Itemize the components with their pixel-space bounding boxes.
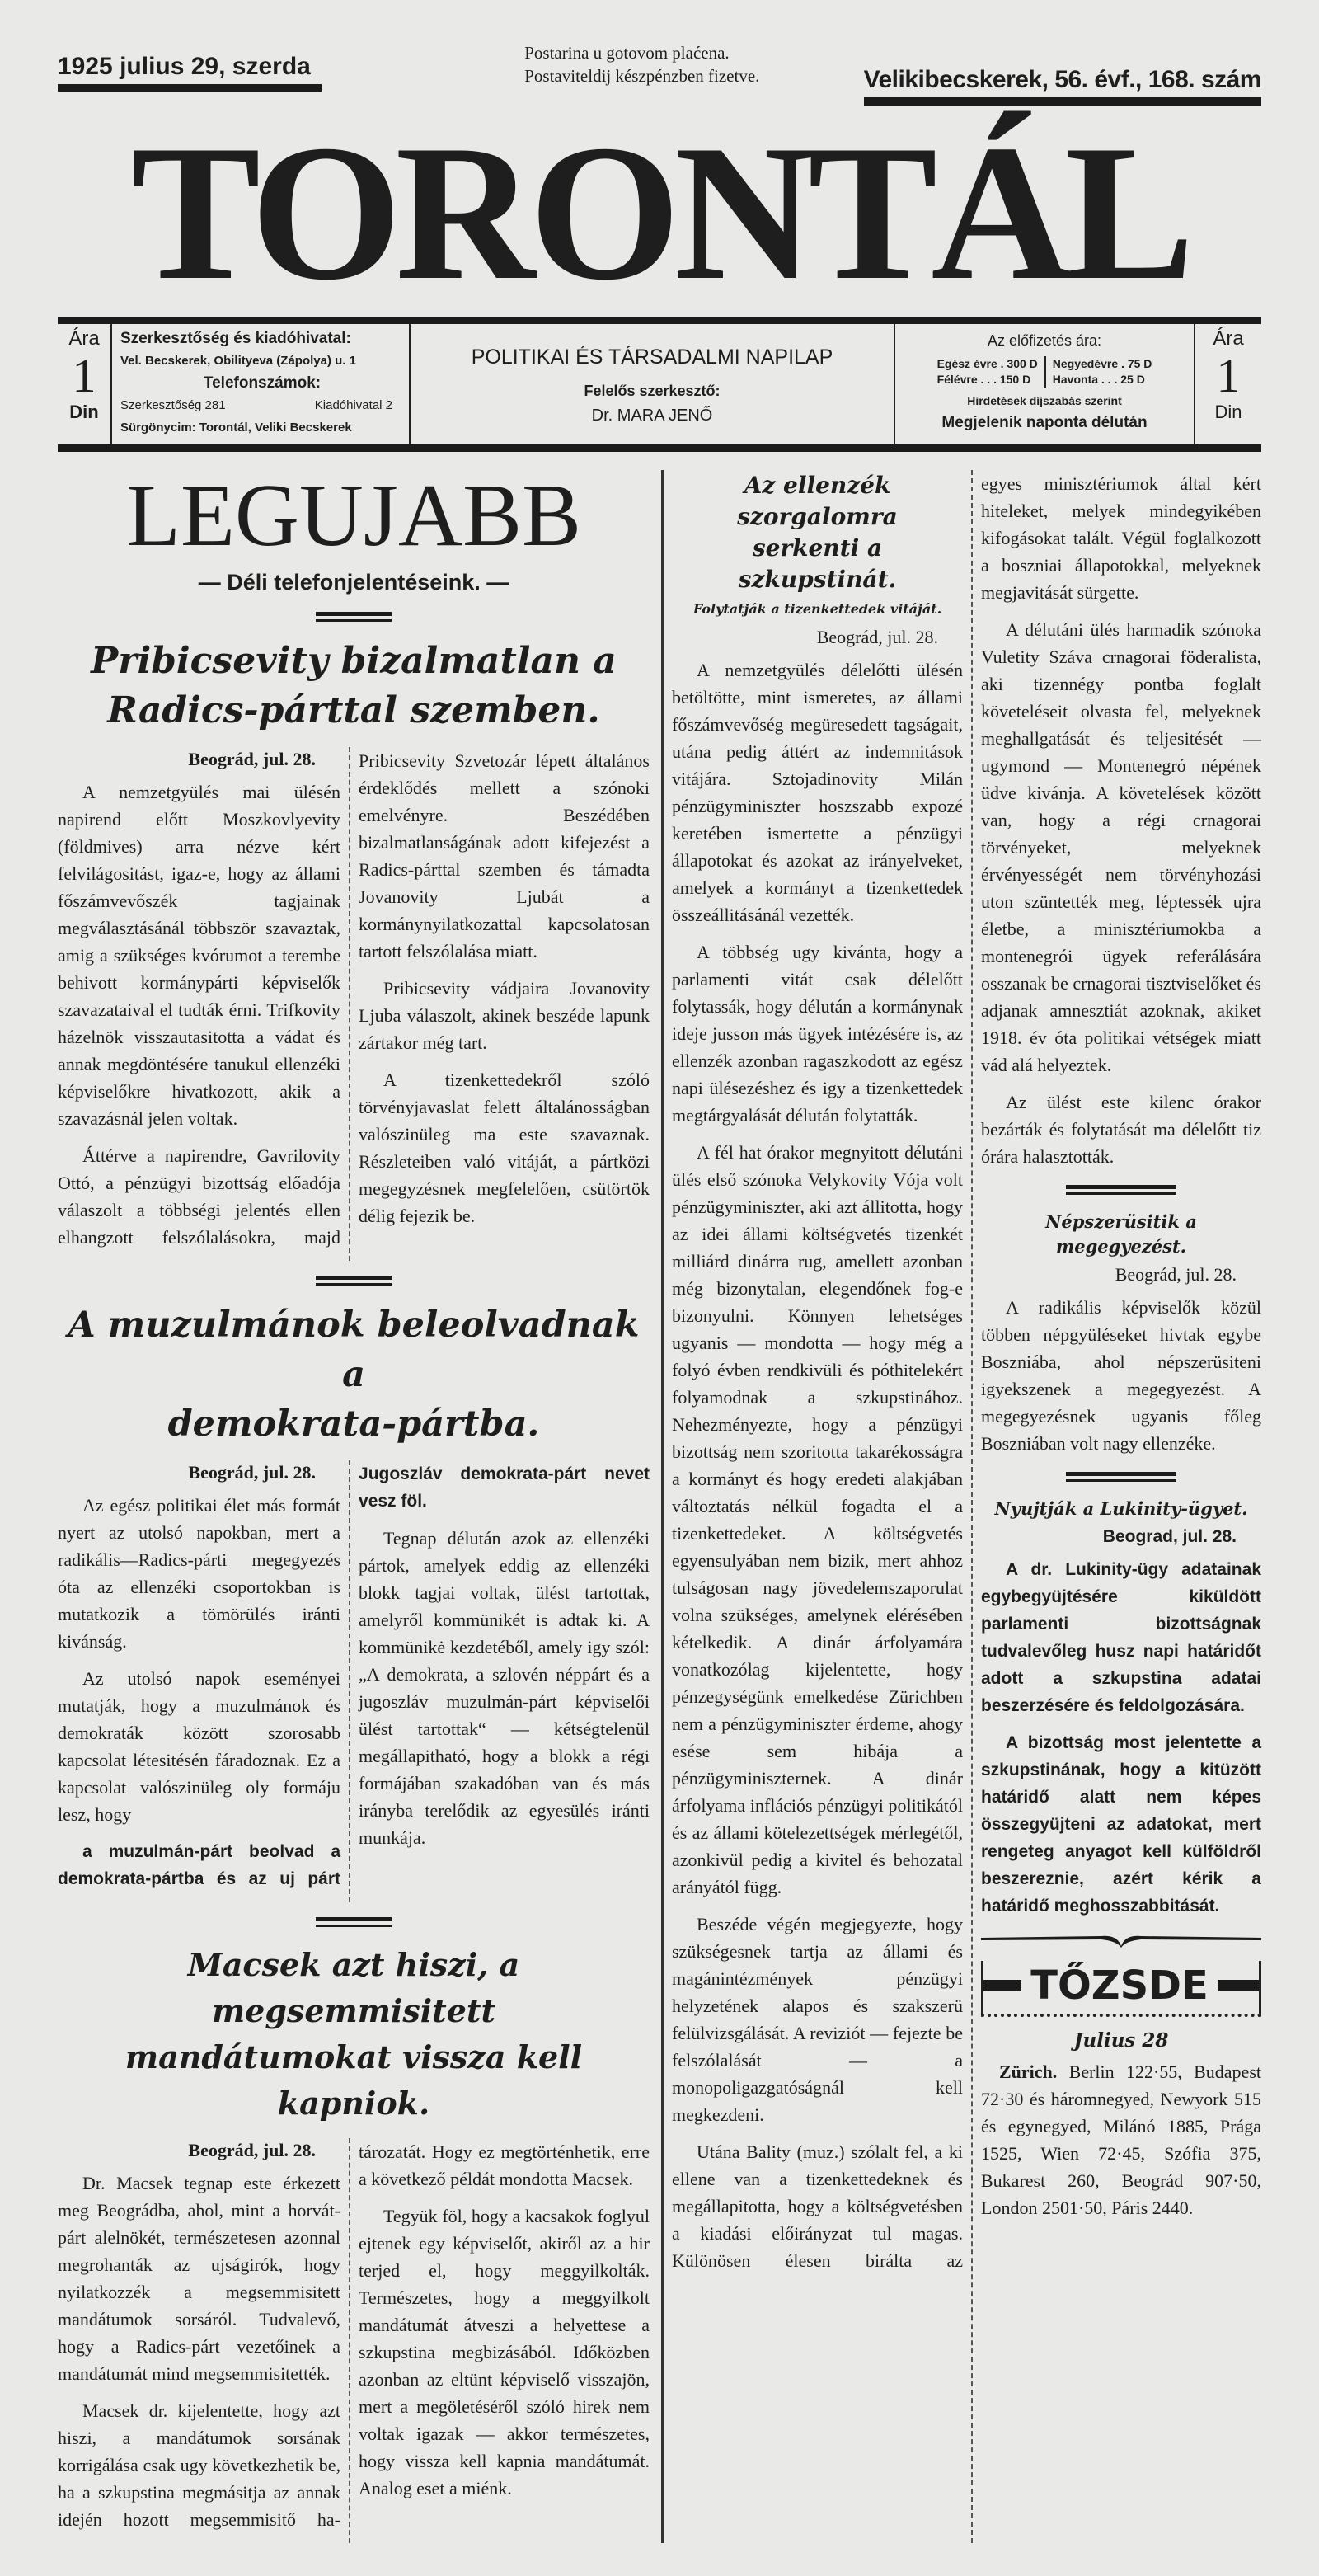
subscription-title: Az előfizetés ára: [987, 332, 1102, 349]
ornament-rule-icon [981, 1933, 1261, 1948]
issue-underline [864, 97, 1261, 106]
price-unit: Din [69, 402, 99, 422]
phone-editorial: Szerkesztőség 281 [120, 398, 226, 412]
exchange-title: TŐZSDE [1030, 1963, 1209, 2009]
office-title: Szerkesztőség és kiadóhivatal: [120, 330, 351, 347]
price-unit: Din [1214, 402, 1242, 422]
price-right [1194, 324, 1261, 444]
article-title [58, 1300, 650, 1449]
main-content [58, 467, 1261, 2543]
banner-bar-left [983, 1980, 1021, 1991]
sub-half: Félévre . . . 150 D [936, 373, 1031, 386]
dateline: Beograd, jul. 28. [1102, 1527, 1237, 1546]
paragraph: Az utolsó napok eseményei mutatják, hogy a muzulmánok és demokraták között szorosabb kapcsolat létesitésén fáradoznak. Ez a kapcsolat valószinüleg oly formáju lesz, hogy [58, 1668, 341, 1825]
price-value: 1 [1216, 349, 1241, 402]
phones-title: Telefonszámok: [203, 374, 322, 392]
top-row [58, 41, 1261, 106]
publish-time: Megjelenik naponta délután [941, 414, 1148, 431]
subscription-right [1046, 356, 1152, 388]
paragraph: Az egész politikai élet más formát nyert az utolsó napokban, mert a radikális—Radics-párti megegyezés óta az ellenzéki csoportokban is mutatkozik a tömörülés iránti kivánság. [58, 1495, 341, 1652]
title-line: serkenti a szkupstinát. [738, 534, 897, 593]
postal-line: Postaviteldij készpénzben fizetve. [524, 66, 760, 86]
issue-block [864, 66, 1261, 106]
article-body [58, 2138, 650, 2543]
paragraph: A nemzetgyülés mai ülésén napirend előtt Moszkovlyevity (földmives) arra nézve kért felvilágositást, igaz-e, hogy az állami főszámvevőszék tagjainak megválasztásánál többször szavaztak, amig a szükséges kvórumot a terembe behivott kormánypárti képviselők szavazataival el tudták érni. Trifkovity házelnök visszautasitotta a vádat és annak megdöntésére tanukul ellenzéki képviselőkre hivatkozott, akik a szavazásnál jelen voltak. [58, 782, 341, 1129]
issue-date: 1925 julius 29, szerda [58, 53, 311, 80]
paper-subtitle-block [409, 324, 894, 444]
title-line: Radics-párttal szemben. [107, 689, 600, 731]
double-rule [1066, 1472, 1176, 1482]
phone-office: Kiadóhivatal 2 [314, 398, 392, 412]
office-address: Vel. Becskerek, Obilityeva (Zápolya) u. 1 [120, 354, 356, 368]
paragraph: A délutáni ülés harmadik szónoka Vuletity Száva crnagorai föderalista, aki tizennégy pontba foglalt követeléseit olvasta fel, melyeknek meghallgatását és teljesitését — ugymond — Montenegró népének üdve kivánja. A követelések között van, hogy a régi crnagorai törvényeket, melyeknek érvényességét nem törvényhozási uton szüntették meg, léptessék ujra életbe, a minisztériumokba a montenegrói ügyek referálására osszanak be crnagorai tisztviselőket és adjanak amnesztiát azoknak, akiket 1918. év óta politikai vétségek miatt vád alá helyeztek. [981, 619, 1261, 1075]
ads-rate: Hirdetések díjszabás szerint [967, 394, 1122, 407]
double-rule [316, 1917, 392, 1927]
paragraph: tározatát. Hogy ez megtörténhetik, erre a következő példát mondotta Macsek. [359, 2141, 650, 2189]
paragraph: Dr. Macsek tegnap este érkezett meg Beográdba, ahol, mint a horvát-párt alelnökét, természetesen azonnal megrohanták az ujságirók, hogy nyilatkozzék a megsemmisitett mandátumok sorsáról. Tudvalevő, hogy a Radics-párt vezetőinek a mandátumát mind megsemmisitették. [58, 2173, 341, 2384]
title-line: demokrata-pártba. [167, 1403, 540, 1445]
date-underline [58, 84, 322, 92]
dateline: Beográd, jul. 28. [1115, 1264, 1237, 1285]
article-column [58, 2138, 340, 2543]
paragraph: egyes minisztériumok által kért hiteleket, melyek mindegyikében kifogásokat talált. Végül foglalkozott a boszniai állapotokkal, melyeknek megjavitását sürgette. [981, 473, 1261, 603]
section-subtitle: — Déli telefonjelentéseink. — [198, 570, 509, 595]
title-line: A muzulmánok beleolvadnak a [68, 1304, 640, 1395]
sub-quarter: Negyedévre . 75 D [1052, 357, 1152, 370]
paragraph: Az ülést este kilenc órakor bezárták és folytatását ma délelőtt tiz órára halasztották. [981, 1092, 1261, 1167]
article-column [349, 747, 650, 1261]
paragraph: Pribicsevity vádjaira Jovanovity Ljuba válaszolt, akinek beszéde lapunk zártakor még tart. [359, 978, 650, 1053]
exchange-banner [981, 1961, 1261, 2017]
article-subtitle: Folytatják a tizenkettedek vitáját. [692, 601, 942, 617]
date-block [58, 53, 322, 92]
dateline: Beográd, jul. 28. [188, 1462, 317, 1483]
article-title [58, 637, 650, 736]
dateline: Beográd, jul. 28. [188, 749, 317, 769]
price-label: Ára [1213, 327, 1244, 350]
paragraph: Pribicsevity Szvetozár lépett általános érdeklődés mellett a szónoki emelvényre. Beszédében bizalmatlanságának adott kifejezést a Radics-párttal szemben és támadta Jovanovity Ljubát a kormánynyilatkozattal kapcsolatosan tartott felszólalása miatt. [359, 750, 650, 961]
paper-subtitle: POLITIKAI ÉS TÁRSADALMI NAPILAP [471, 346, 833, 369]
title-line: Az ellenzék szorgalomra [737, 472, 898, 530]
paragraph-bold: a muzulmán-párt beolvad a demokrata-pártba és az uj párt [58, 1842, 341, 1888]
telegram-address: Sürgönycim: Torontál, Veliki Becskerek [120, 421, 352, 435]
article-column [664, 470, 973, 2543]
postal-line: Postarina u gotovom plaćena. [524, 43, 730, 63]
rates-lead: Zürich. [999, 2061, 1058, 2082]
article-body [58, 1460, 650, 1902]
rates-values: Berlin 122·55, Budapest 72·30 és háromnegyed, Newyork 515 és egynegyed, Milánó 1885, Prága 1525, Wien 72·45, Szófia 375, Bukarest 260, Beográd 907·50, London 2501·50, Páris 2440. [981, 2061, 1261, 2218]
article-column [349, 2138, 650, 2543]
subscription-table [900, 356, 1189, 388]
phones-row [120, 394, 404, 416]
dateline: Beográd, jul. 28. [816, 627, 938, 647]
subscription-left [937, 356, 1046, 388]
editor-label: Felelős szerkesztő: [584, 383, 721, 399]
rates-text [981, 2058, 1261, 2221]
paragraph: A tizenkettedekről szóló törvényjavaslat felett általánosságban valószinüleg ma este szavaznak. Részleteiben való vitáját, a pártközi megegyzésnek megfelelően, csütörtök délig fejezik be. [359, 1069, 650, 1226]
paragraph: Macsek dr. kijelentette, hogy azt hiszi, a mandátumok sorsának korrigálása csak ugy következhetik be, ha a szkupstina megmásitja az annak idején hozott megsemmisitő ha- [58, 2400, 341, 2530]
paragraph: Tegyük föl, hogy a kacsakok foglyul ejtenek egy képviselőt, akiről az a hir terjed el, hogy meggyilkolták. Természetes, hogy a meggyilkolt mandátumát átveszi a helyettese a szkupstina megbizásából. Időközben azonban az eltünt képviselő visszajön, mert a megöletéséről szóló hirek nem voltak igazak — akkor természetes, hogy vissza kell kapnia mandátumát. Analog eset a miénk. [359, 2206, 650, 2498]
newspaper-page [58, 0, 1261, 2576]
paragraph: A bizottság most jelentette a szkupstinának, hogy a kitüzött határidő alatt nem képes összegyüjteni az adatokat, mert rengeteg anyagot kell külföldről beszereznie, azért kérik a határidő meghosszabbitását. [981, 1733, 1261, 1916]
sub-year: Egész évre . 300 D [936, 357, 1038, 370]
banner-bar-right [1218, 1980, 1259, 1991]
paragraph: Beszéde végén megjegyezte, hogy szükségesnek tartja az állami és magánintézmények pénzügyi helyzetének alapos és szakszerü felülvizsgálását. A reviziót — fejezte be felszólalását — a monopoligazgatóságnál kell megkezdeni. [672, 1914, 963, 2125]
title-line: Macsek azt hiszi, a megsemmisitett [187, 1946, 520, 2029]
issue-number: Velikibecskerek, 56. évf., 168. szám [863, 66, 1261, 93]
price-label: Ára [68, 327, 100, 350]
price-value: 1 [72, 349, 96, 402]
section-heading: LEGUJABB [125, 467, 582, 565]
paragraph: A dr. Lukinity-ügy adatainak egybegyüjtésére kiküldött parlamenti bizottságnak tudvalevőleg husz napi határidőt adott a szkupstina adatai beszerzésére és feldolgozására. [981, 1560, 1261, 1715]
article-title: Népszerüsitik a megegyezést. [1045, 1211, 1197, 1257]
article-column [58, 1460, 340, 1902]
article-column [981, 1525, 1261, 1920]
info-band [58, 317, 1261, 452]
dateline: Beográd, jul. 28. [188, 2140, 317, 2160]
title-line: Pribicsevity bizalmatlan a [91, 640, 617, 682]
paragraph: Áttérve a napirendre, Gavrilovity Ottó, a pénzügyi bizottság előadója válaszolt a többségi jelentés ellen elhangzott felszólalásokra, majd [58, 1145, 341, 1248]
masthead-logo: TORONTÁL [130, 106, 1189, 321]
double-rule [316, 612, 392, 622]
price-left [58, 324, 110, 444]
sub-month: Havonta . . . 25 D [1052, 373, 1145, 386]
title-line: mandátumokat vissza kell kapniok. [124, 2038, 583, 2122]
double-rule [1066, 1185, 1176, 1195]
paragraph-bold: Jugoszláv demokrata-párt nevet vesz föl. [359, 1464, 650, 1511]
editor-name: Dr. MARA JENŐ [591, 407, 713, 425]
article-title [58, 1942, 650, 2127]
article-body [58, 747, 650, 1261]
office-info [110, 324, 409, 444]
left-section [58, 467, 664, 2543]
paragraph: A nemzetgyülés délelőtti ülésén betöltötte, mint ismeretes, az állami főszámvevőség megüresedett tagságait, utána pedig áttért az indemnitások vitájára. Sztojadinovity Milán pénzügyminiszter hoszszabb expozé keretében ismertette a pénzügyi állapotokat és azokat az irányelveket, amelyek a kormányt a tizenkettedek összeállitásánál vezették. [672, 660, 963, 925]
paragraph: Tegnap délután azok az ellenzéki pártok, amelyek eddig az ellenzéki blokk tagjai voltak, ülést tartottak, amelyről kommünikét is adtak ki. A kommünikė kezdetéből, amely igy szól: „A demokrata, a szlovén néppárt és a jugoszláv muzulmán-párt képviselői ülést tartottak“ — kétségtelenül megállapitható, hogy a blokk a régi formájában szakadóban van és más irányba terelődik az egyesülés iránti munkája. [359, 1528, 650, 1848]
paragraph: Utána Bality (muz.) szólalt fel, a ki ellene van a tizenkettedeknek és megállapitotta, hogy a költségvetésben a kiadási előirányzat tul magas. Különösen élesen birálta az [672, 2141, 963, 2271]
paragraph: A fél hat órakor megnyitott délutáni ülés első szónoka Velykovity Vója volt pénzügyminiszter, aki azt állitotta, hogy az idei állami költségvetés tizenkét milliárd dinárra rug, amellett azonban még bizonytalan, elegendőnek fog-e bizonyulni. Könnyen lehetséges ugyanis — mondotta — hogy még a folyó évben rendkivüli és póthitelekért folyamodnak a szkupstinához. Nehezményezte, hogy a pénzügyi bizottság nem szoritotta takarékosságra a kormányt és hogy eredeti alakjában változtatás nélkül fogadta el a tizenkettedeket. A költségvetés egyensulyában nem bizik, mert ahhoz tulságosan nagy jövedelemszaporulat volna szükséges, amelynek elérésében kételkedik. A dinár árfolyamára vonatkozólag kijelentette, hogy pénzegységünk emelkedése Zürichben nem a pénzügyminiszter érdeme, ahogy esése sem hibája a pénzügyminiszternek. A dinár árfolyama inflációs pénzügyi politikától és az állami kötelezettségek mérlegétől, azonkivül pedig a kivitel és behozatal arányától függ. [672, 1142, 963, 1897]
article-title [672, 470, 963, 595]
paragraph: A radikális képviselők közül többen népgyüléseket hivtak egybe Boszniába, ahol népszerüsiteni igyekszenek a megegyezést. A megegyezésnek ugyanis főleg Boszniában volt nagy ellenzéke. [981, 1297, 1261, 1454]
paragraph: A többség ugy kivánta, hogy a parlamenti vitát csak délelőtt folytassák, hogy délután a kormánynak ideje jusson más ügyek intézésére is, az ellenzék azonban ragaszkodott az egész napi ülésezéshez és igy a tizenkettedek megtárgyalását délután folytatták. [672, 942, 963, 1126]
exchange-date: Julius 28 [1073, 2029, 1169, 2052]
article-column [58, 747, 340, 1261]
article-column [981, 1262, 1261, 1457]
subscription-info [894, 324, 1194, 444]
postal-note [524, 41, 759, 87]
article-title: Nyujtják a Lukinity-ügyet. [994, 1498, 1248, 1519]
article-column [981, 470, 1261, 1170]
right-column [973, 470, 1261, 2543]
exchange-rates [981, 2058, 1261, 2221]
double-rule [316, 1276, 392, 1286]
article-column [349, 1460, 650, 1902]
